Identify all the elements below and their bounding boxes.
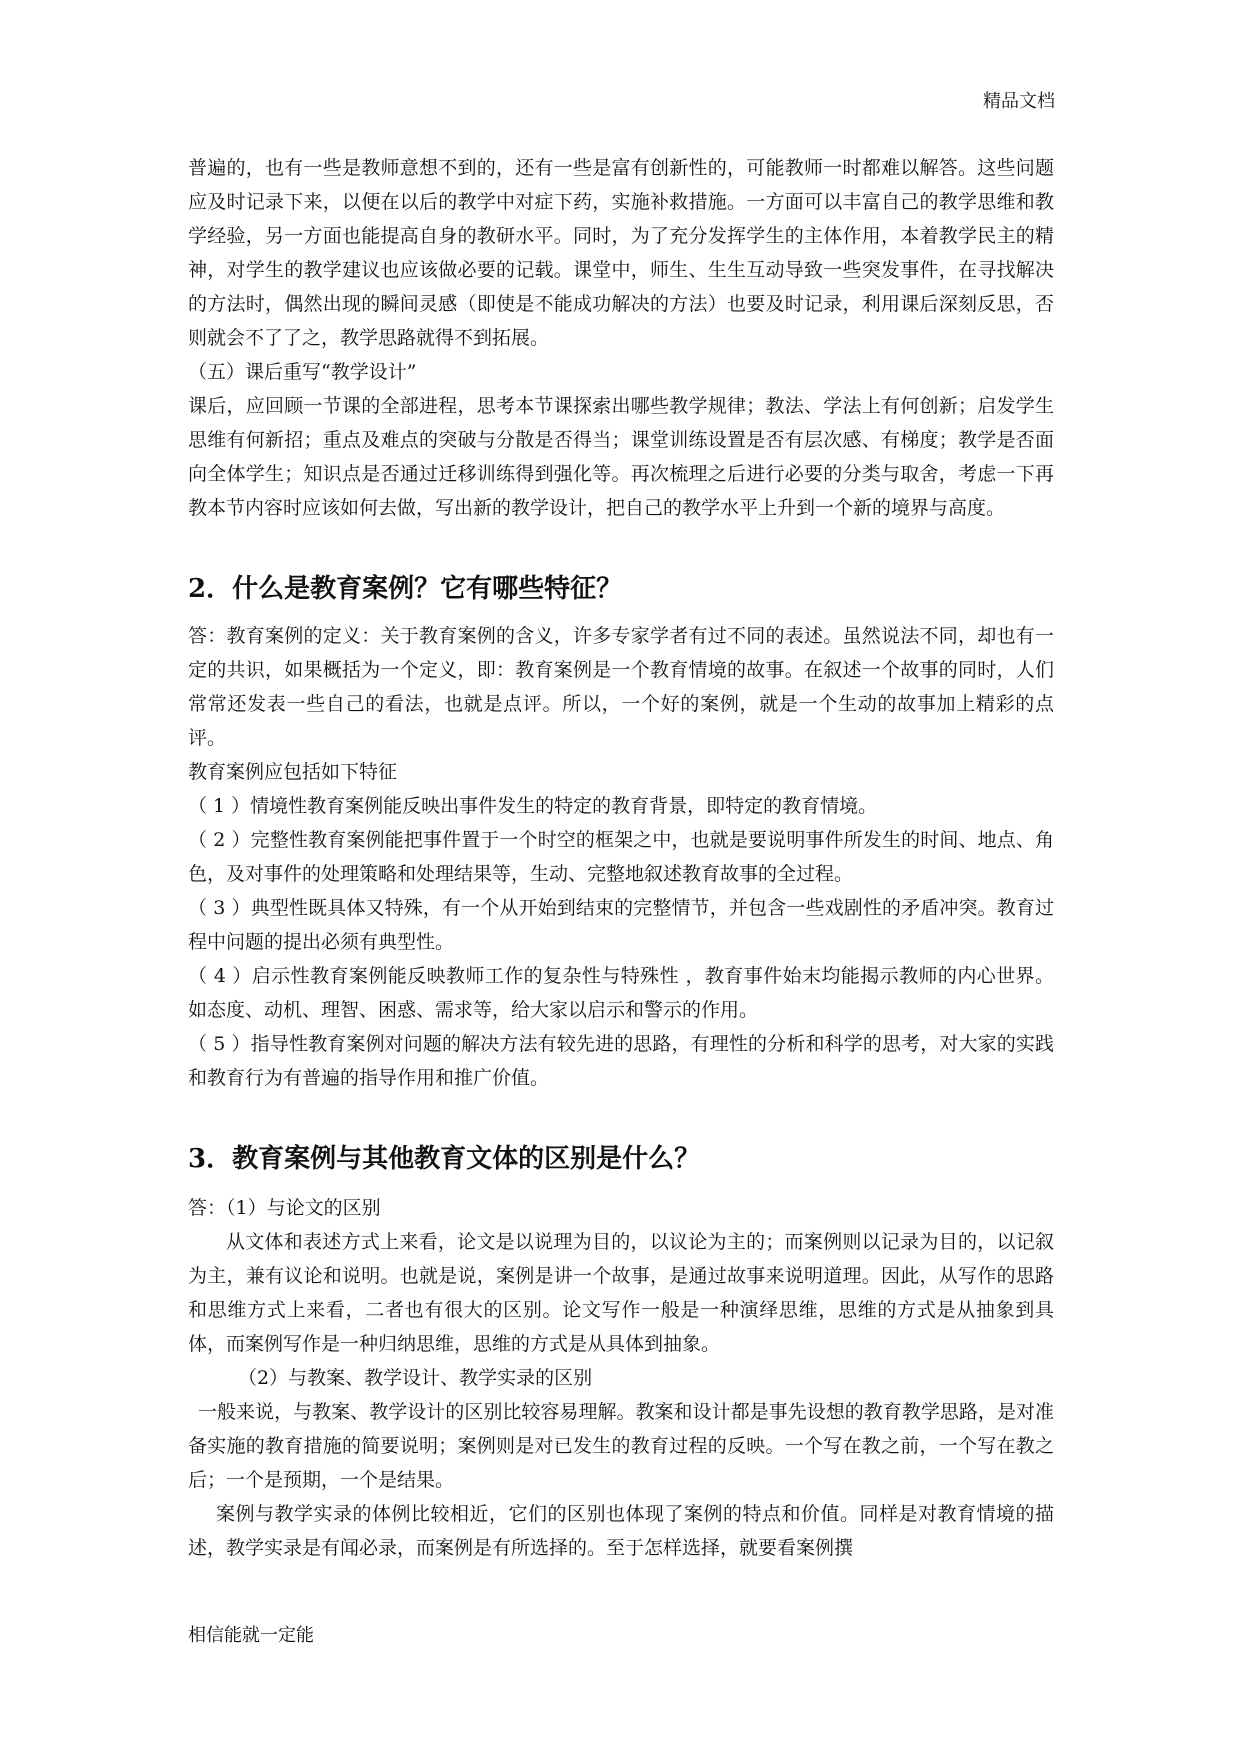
feature-5: （ 5 ）指导性教育案例对问题的解决方法有较先进的思路，有理性的分析和科学的思考，对大家的实践和教育行为有普遍的指导作用和推广价值。 bbox=[188, 1033, 1054, 1089]
subheading-lesson-plan: （2）与教案、教学设计、教学实录的区别 bbox=[238, 1367, 593, 1389]
answer-3-intro: 答：（1）与论文的区别 bbox=[188, 1197, 381, 1219]
section-3-title: 3．教育案例与其他教育文体的区别是什么？ bbox=[188, 1144, 701, 1174]
paragraph-lesson-plan-difference: 一般来说，与教案、教学设计的区别比较容易理解。教案和设计都是事先设想的教育教学思路，是对准备实施的教育措施的简要说明；案例则是对已发生的教育过程的反映。一个写在教之前，一个写在教之后；一个是预期，一个是结果。 bbox=[188, 1401, 1054, 1491]
page-header: 精品文档 bbox=[983, 91, 1055, 112]
features-intro: 教育案例应包括如下特征 bbox=[188, 761, 398, 783]
answer-2-definition: 答：教育案例的定义：关于教育案例的含义，许多专家学者有过不同的表述。虽然说法不同，却也有一定的共识，如果概括为一个定义，即：教育案例是一个教育情境的故事。在叙述一个故事的同时，人们常常还发表一些自己的看法，也就是点评。所以，一个好的案例，就是一个生动的故事加上精彩的点评。 bbox=[188, 625, 1054, 749]
page-footer: 相信能就一定能 bbox=[188, 1625, 314, 1646]
subheading-redesign: （五）课后重写“教学设计” bbox=[188, 361, 417, 383]
paragraph-redesign: 课后，应回顾一节课的全部进程，思考本节课探索出哪些教学规律；教法、学法上有何创新；启发学生思维有何新招；重点及难点的突破与分散是否得当；课堂训练设置是否有层次感、有梯度；教学是否面向全体学生；知识点是否通过迁移训练得到强化等。再次梳理之后进行必要的分类与取舍，考虑一下再教本节内容时应该如何去做，写出新的教学设计，把自己的教学水平上升到一个新的境界与高度。 bbox=[188, 395, 1054, 519]
feature-1: （ 1 ）情境性教育案例能反映出事件发生的特定的教育背景，即特定的教育情境。 bbox=[188, 795, 878, 817]
document-body bbox=[188, 151, 1054, 1565]
paragraph-thesis-difference: 从文体和表述方式上来看，论文是以说理为目的，以议论为主的；而案例则以记录为目的，以记叙为主，兼有议论和说明。也就是说，案例是讲一个故事，是通过故事来说明道理。因此，从写作的思路和思维方式上来看，二者也有很大的区别。论文写作一般是一种演绎思维，思维的方式是从抽象到具体，而案例写作是一种归纳思维，思维的方式是从具体到抽象。 bbox=[188, 1231, 1054, 1355]
feature-2: （ 2 ）完整性教育案例能把事件置于一个时空的框架之中，也就是要说明事件所发生的时间、地点、角色，及对事件的处理策略和处理结果等，生动、完整地叙述教育故事的全过程。 bbox=[188, 829, 1054, 885]
paragraph-continued: 普遍的，也有一些是教师意想不到的，还有一些是富有创新性的，可能教师一时都难以解答。这些问题应及时记录下来，以便在以后的教学中对症下药，实施补救措施。一方面可以丰富自己的教学思维和教学经验，另一方面也能提高自身的教研水平。同时，为了充分发挥学生的主体作用，本着教学民主的精神，对学生的教学建议也应该做必要的记载。课堂中，师生、生生互动导致一些突发事件，在寻找解决的方法时，偶然出现的瞬间灵感（即使是不能成功解决的方法）也要及时记录，利用课后深刻反思，否则就会不了了之，教学思路就得不到拓展。 bbox=[188, 157, 1054, 349]
paragraph-record-difference: 案例与教学实录的体例比较相近，它们的区别也体现了案例的特点和价值。同样是对教育情境的描述，教学实录是有闻必录，而案例是有所选择的。至于怎样选择，就要看案例撰 bbox=[188, 1503, 1054, 1559]
section-2-title: 2．什么是教育案例？它有哪些特征？ bbox=[188, 574, 623, 604]
feature-4: （ 4 ）启示性教育案例能反映教师工作的复杂性与特殊性 ，教育事件始末均能揭示教师的内心世界。如态度、动机、理智、困惑、需求等，给大家以启示和警示的作用。 bbox=[188, 965, 1054, 1021]
feature-3: （ 3 ）典型性既具体又特殊，有一个从开始到结束的完整情节，并包含一些戏剧性的矛盾冲突。教育过程中问题的提出必须有典型性。 bbox=[188, 897, 1054, 953]
